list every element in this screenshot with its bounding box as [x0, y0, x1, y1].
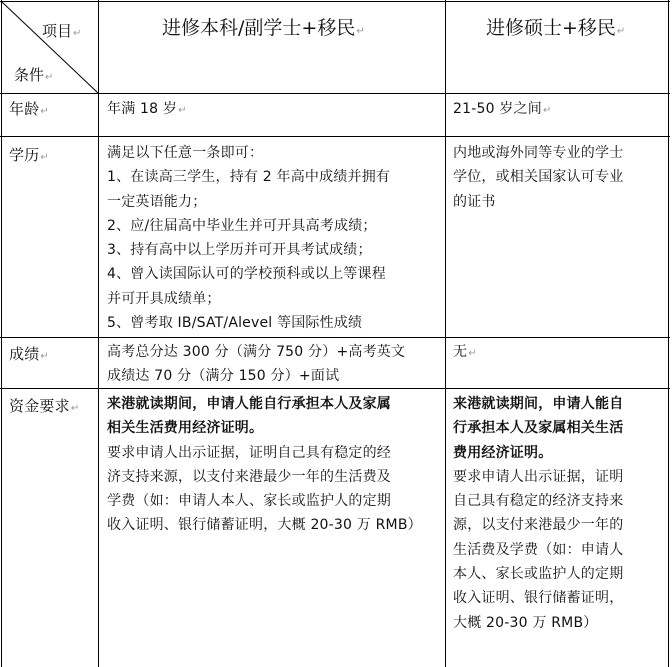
text-line: 并可开具成绩单；	[107, 290, 221, 307]
text-line: 学位，或相关国家认可专业	[453, 169, 624, 186]
row-label-scores: 成绩↵	[9, 345, 49, 363]
text-line: 1、在读高三学生，持有 2 年高中成绩并拥有	[107, 169, 391, 186]
text-line: 内地或海外同等专业的学士	[453, 145, 624, 161]
text-line: 自己具有稳定的经济支持来	[453, 493, 624, 510]
text-line-bold: 相关生活费用经济证明。	[107, 420, 264, 437]
row-divider	[0, 136, 670, 137]
row-label-age: 年龄↵	[9, 100, 49, 118]
scores-master: 无↵	[453, 344, 477, 360]
row-divider	[0, 93, 670, 94]
text-line: 本人、家长或监护人的定期	[453, 566, 624, 583]
column-header-master: 进修硕士+移民↵	[486, 17, 626, 39]
table-border-top	[0, 1, 670, 2]
col-divider	[98, 0, 99, 667]
text-line-bold: 费用经济证明。	[453, 444, 553, 461]
text-line-bold: 来港就读期间，申请人能自	[453, 396, 624, 412]
text-line: 收入证明、银行储蓄证明，大概 20-30 万 RMB）	[107, 517, 422, 534]
text-line: 4、曾入读国际认可的学校预科或以上等课程	[107, 266, 386, 283]
funds-master	[453, 392, 667, 635]
education-undergrad	[107, 141, 445, 335]
text-line: 3、持有高中以上学历并可开具考试成绩；	[107, 242, 372, 259]
text-line: 的证书	[453, 193, 496, 210]
text-line: 学费（如：申请人本人、家长或监护人的定期	[107, 493, 391, 510]
text-line: 收入证明、银行储蓄证明，	[453, 590, 624, 607]
corner-header-bottom: 条件↵	[14, 66, 54, 84]
text-line: 要求申请人出示证据，证明	[453, 468, 624, 485]
age-master: 21-50 岁之间↵	[453, 101, 552, 117]
text-line: 满足以下任意一条即可：	[107, 145, 264, 161]
text-line: 5、曾考取 IB/SAT/Alevel 等国际性成绩	[107, 315, 363, 332]
row-divider	[0, 337, 670, 338]
age-undergrad: 年满 18 岁↵	[107, 101, 187, 117]
text-line: 要求申请人出示证据，证明自己具有稳定的经	[107, 444, 391, 461]
col-divider	[668, 0, 669, 667]
text-line: 一定英语能力；	[107, 193, 207, 210]
col-divider	[445, 0, 446, 667]
text-line: 大概 20-30 万 RMB）	[453, 614, 598, 631]
row-label-funds: 资金要求↵	[9, 397, 80, 415]
column-header-undergrad: 进修本科/副学士+移民↵	[162, 17, 365, 39]
text-line: 高考总分达 300 分（满分 750 分）+高考英文	[107, 344, 406, 360]
text-line: 成绩达 70 分（满分 150 分）+面试	[107, 368, 340, 385]
text-line: 源，以支付来港最少一年的	[453, 517, 624, 534]
corner-header-top: 项目↵	[42, 22, 82, 40]
text-line: 生活费及学费（如：申请人	[453, 541, 624, 558]
education-master	[453, 141, 667, 214]
row-label-education: 学历↵	[9, 146, 49, 164]
funds-undergrad	[107, 392, 445, 538]
col-divider	[1, 0, 2, 667]
text-line: 2、应/往届高中毕业生并可开具高考成绩；	[107, 217, 377, 234]
text-line-bold: 行承担本人及家属相关生活	[453, 420, 624, 437]
scores-undergrad	[107, 340, 445, 389]
text-line-bold: 来港就读期间，申请人能自行承担本人及家属	[107, 396, 391, 412]
text-line: 济支持来源，以支付来港最少一年的生活费及	[107, 468, 391, 485]
